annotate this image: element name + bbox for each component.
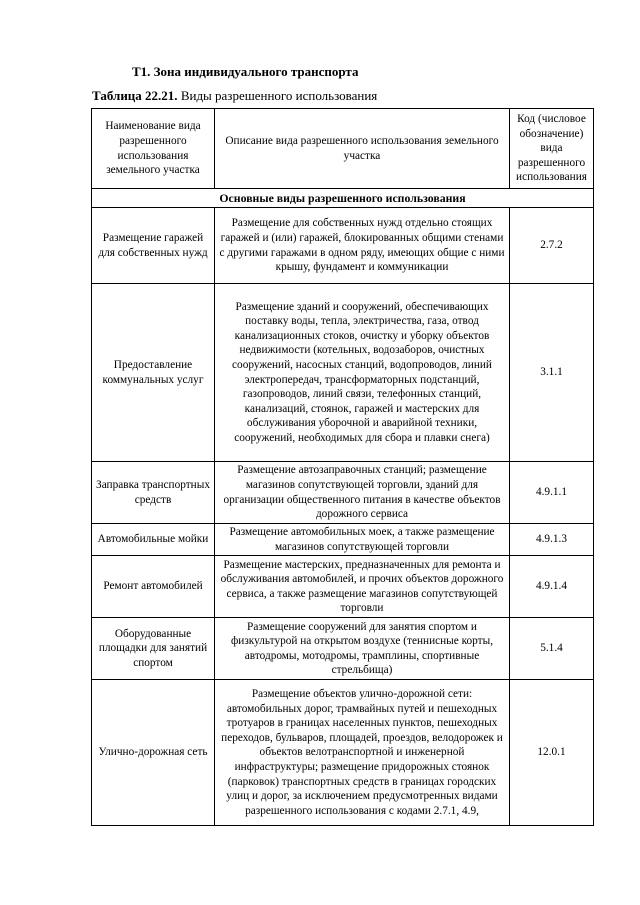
zone-title: Т1. Зона индивидуального транспорта xyxy=(132,64,359,79)
header-name: Наименование вида разрешенного использования земельного участка xyxy=(92,109,215,189)
table-row xyxy=(92,618,594,680)
permitted-uses-table xyxy=(91,108,594,826)
table-header-row xyxy=(92,109,594,189)
use-code: 5.1.4 xyxy=(510,618,594,680)
table-caption xyxy=(92,88,377,104)
use-name: Автомобильные мойки xyxy=(92,524,215,556)
use-description: Размещение автомобильных моек, а также размещение магазинов сопутствующей торговли xyxy=(215,524,510,556)
use-description: Размещение для собственных нужд отдельно стоящих гаражей и (или) гаражей, блокированных общими стенами с другими гаражами в одном ряду, имеющих общие с ними крышу, фундамент и коммуникации xyxy=(215,208,510,284)
use-name: Улично-дорожная сеть xyxy=(92,680,215,826)
use-code: 4.9.1.3 xyxy=(510,524,594,556)
use-code: 12.0.1 xyxy=(510,680,594,826)
use-code: 4.9.1.1 xyxy=(510,462,594,524)
use-code: 2.7.2 xyxy=(510,208,594,284)
use-description: Размещение автозаправочных станций; размещение магазинов сопутствующей торговли, зданий для организации общественного питания в качестве объектов дорожного сервиса xyxy=(215,462,510,524)
section-title: Основные виды разрешенного использования xyxy=(92,189,594,208)
table-row xyxy=(92,524,594,556)
use-description: Размещение зданий и сооружений, обеспечивающих поставку воды, тепла, электричества, газа, отвод канализационных стоков, очистку и уборку объектов недвижимости (котельных, водозаборов, очистных сооружений, насосных станций, водопроводов, линий электропередач, трансформаторных подстанций, газопроводов, линий связи, телефонных станций, канализаций, стоянок, гаражей и мастерских для обслуживания уборочной и аварийной техники, сооружений, необходимых для сбора и плавки снега) xyxy=(215,284,510,462)
table-row xyxy=(92,284,594,462)
header-description: Описание вида разрешенного использования земельного участка xyxy=(215,109,510,189)
table-caption-text: Виды разрешенного использования xyxy=(180,88,378,103)
use-description: Размещение объектов улично-дорожной сети: автомобильных дорог, трамвайных путей и пешеходных тротуаров в границах населенных пунктов, пешеходных переходов, бульваров, площадей, проездов, велодорожек и объектов велотранспортной и инженерной инфраструктуры; размещение придорожных стоянок (парковок) транспортных средств в границах городских улиц и дорог, за исключением предусмотренных видами разрешенного использования с кодами 2.7.1, 4.9, xyxy=(215,680,510,826)
table-row xyxy=(92,680,594,826)
use-code: 3.1.1 xyxy=(510,284,594,462)
use-name: Предоставление коммунальных услуг xyxy=(92,284,215,462)
use-description: Размещение сооружений для занятия спортом и физкультурой на открытом воздухе (теннисные корты, автодромы, мотодромы, трамплины, спортивные стрельбища) xyxy=(215,618,510,680)
use-name: Заправка транспортных средств xyxy=(92,462,215,524)
use-code: 4.9.1.4 xyxy=(510,556,594,618)
use-name: Ремонт автомобилей xyxy=(92,556,215,618)
section-row xyxy=(92,189,594,208)
use-description: Размещение мастерских, предназначенных для ремонта и обслуживания автомобилей, и прочих объектов дорожного сервиса, а также размещение магазинов сопутствующей торговли xyxy=(215,556,510,618)
header-code: Код (числовое обозначение) вида разрешенного использования xyxy=(510,109,594,189)
table-row xyxy=(92,462,594,524)
table-row xyxy=(92,208,594,284)
table-row xyxy=(92,556,594,618)
use-name: Оборудованные площадки для занятий спортом xyxy=(92,618,215,680)
use-name: Размещение гаражей для собственных нужд xyxy=(92,208,215,284)
table-caption-label: Таблица 22.21. xyxy=(92,88,178,103)
